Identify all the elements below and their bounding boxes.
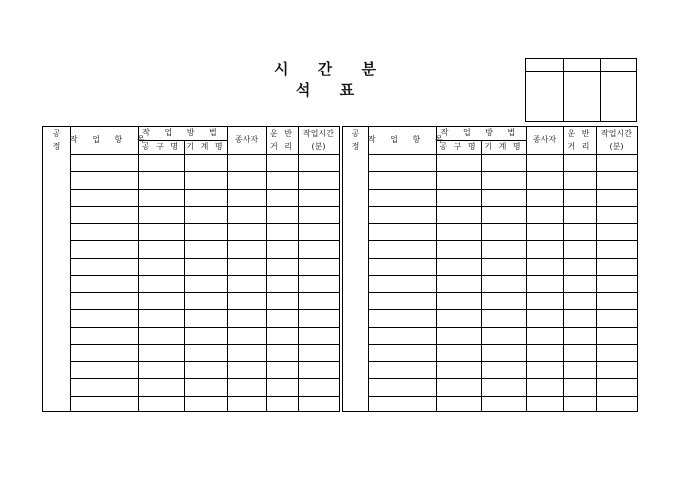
row-line (368, 189, 637, 190)
row-line (368, 378, 637, 379)
approval-box (525, 58, 637, 122)
header-line (368, 154, 637, 155)
row-line (368, 292, 637, 293)
row-line (368, 206, 637, 207)
row-line (70, 189, 339, 190)
header-process-top: 공 (351, 129, 360, 138)
row-line (70, 258, 339, 259)
row-line (368, 240, 637, 241)
time-analysis-table-left (42, 126, 340, 412)
row-line (70, 396, 339, 397)
row-line (70, 223, 339, 224)
approval-cell[interactable] (526, 72, 563, 121)
header-work-time-top: 작업시간 (303, 129, 334, 138)
column-divider (138, 127, 139, 411)
header-worker: 종사자 (532, 135, 557, 144)
subheader-line (138, 140, 227, 141)
column-divider (596, 127, 597, 411)
header-tool-name: 공 구 명 (141, 142, 181, 151)
subheader-line (436, 140, 526, 141)
header-work-item: 작 업 항 목 (368, 135, 449, 144)
column-divider (266, 127, 267, 411)
approval-cell[interactable] (564, 72, 600, 121)
row-line (368, 344, 637, 345)
row-line (70, 292, 339, 293)
header-work-method: 작 업 방 법 (142, 128, 223, 137)
header-work-method: 작 업 방 법 (440, 128, 522, 137)
page-title: 시 간 분 석 표 (274, 60, 388, 99)
row-line (70, 240, 339, 241)
row-line (70, 275, 339, 276)
row-line (70, 309, 339, 310)
approval-cell[interactable] (601, 72, 637, 121)
row-line (70, 361, 339, 362)
row-line (368, 258, 637, 259)
time-analysis-table-right (342, 126, 638, 412)
header-work-time-bottom: (분) (311, 142, 326, 151)
row-line (70, 171, 339, 172)
row-line (368, 223, 637, 224)
header-tool-name: 공 구 명 (439, 142, 478, 151)
column-divider (436, 127, 437, 411)
row-line (368, 361, 637, 362)
header-process-top: 공 (52, 129, 61, 138)
row-line (70, 378, 339, 379)
column-divider (368, 127, 369, 411)
row-line (70, 327, 339, 328)
column-divider (563, 127, 564, 411)
header-transport-top: 운 반 (567, 129, 592, 138)
header-work-time-bottom: (분) (609, 142, 624, 151)
header-process-bottom: 정 (351, 142, 360, 151)
header-transport-bottom: 거 리 (270, 142, 294, 151)
row-line (368, 309, 637, 310)
header-machine-name: 기 계 명 (484, 142, 523, 151)
row-line (368, 327, 637, 328)
header-transport-bottom: 거 리 (567, 142, 592, 151)
header-process-bottom: 정 (52, 142, 61, 151)
row-line (368, 171, 637, 172)
column-divider (70, 127, 71, 411)
row-line (70, 344, 339, 345)
column-divider (298, 127, 299, 411)
row-line (368, 275, 637, 276)
row-line (70, 206, 339, 207)
header-line (70, 154, 339, 155)
row-line (368, 396, 637, 397)
column-divider (227, 127, 228, 411)
header-transport-top: 운 반 (270, 129, 294, 138)
header-worker: 종사자 (234, 135, 259, 144)
header-machine-name: 기 계 명 (186, 142, 225, 151)
header-work-time-top: 작업시간 (601, 129, 632, 138)
column-divider (526, 127, 527, 411)
header-work-item: 작 업 항 목 (70, 135, 151, 144)
